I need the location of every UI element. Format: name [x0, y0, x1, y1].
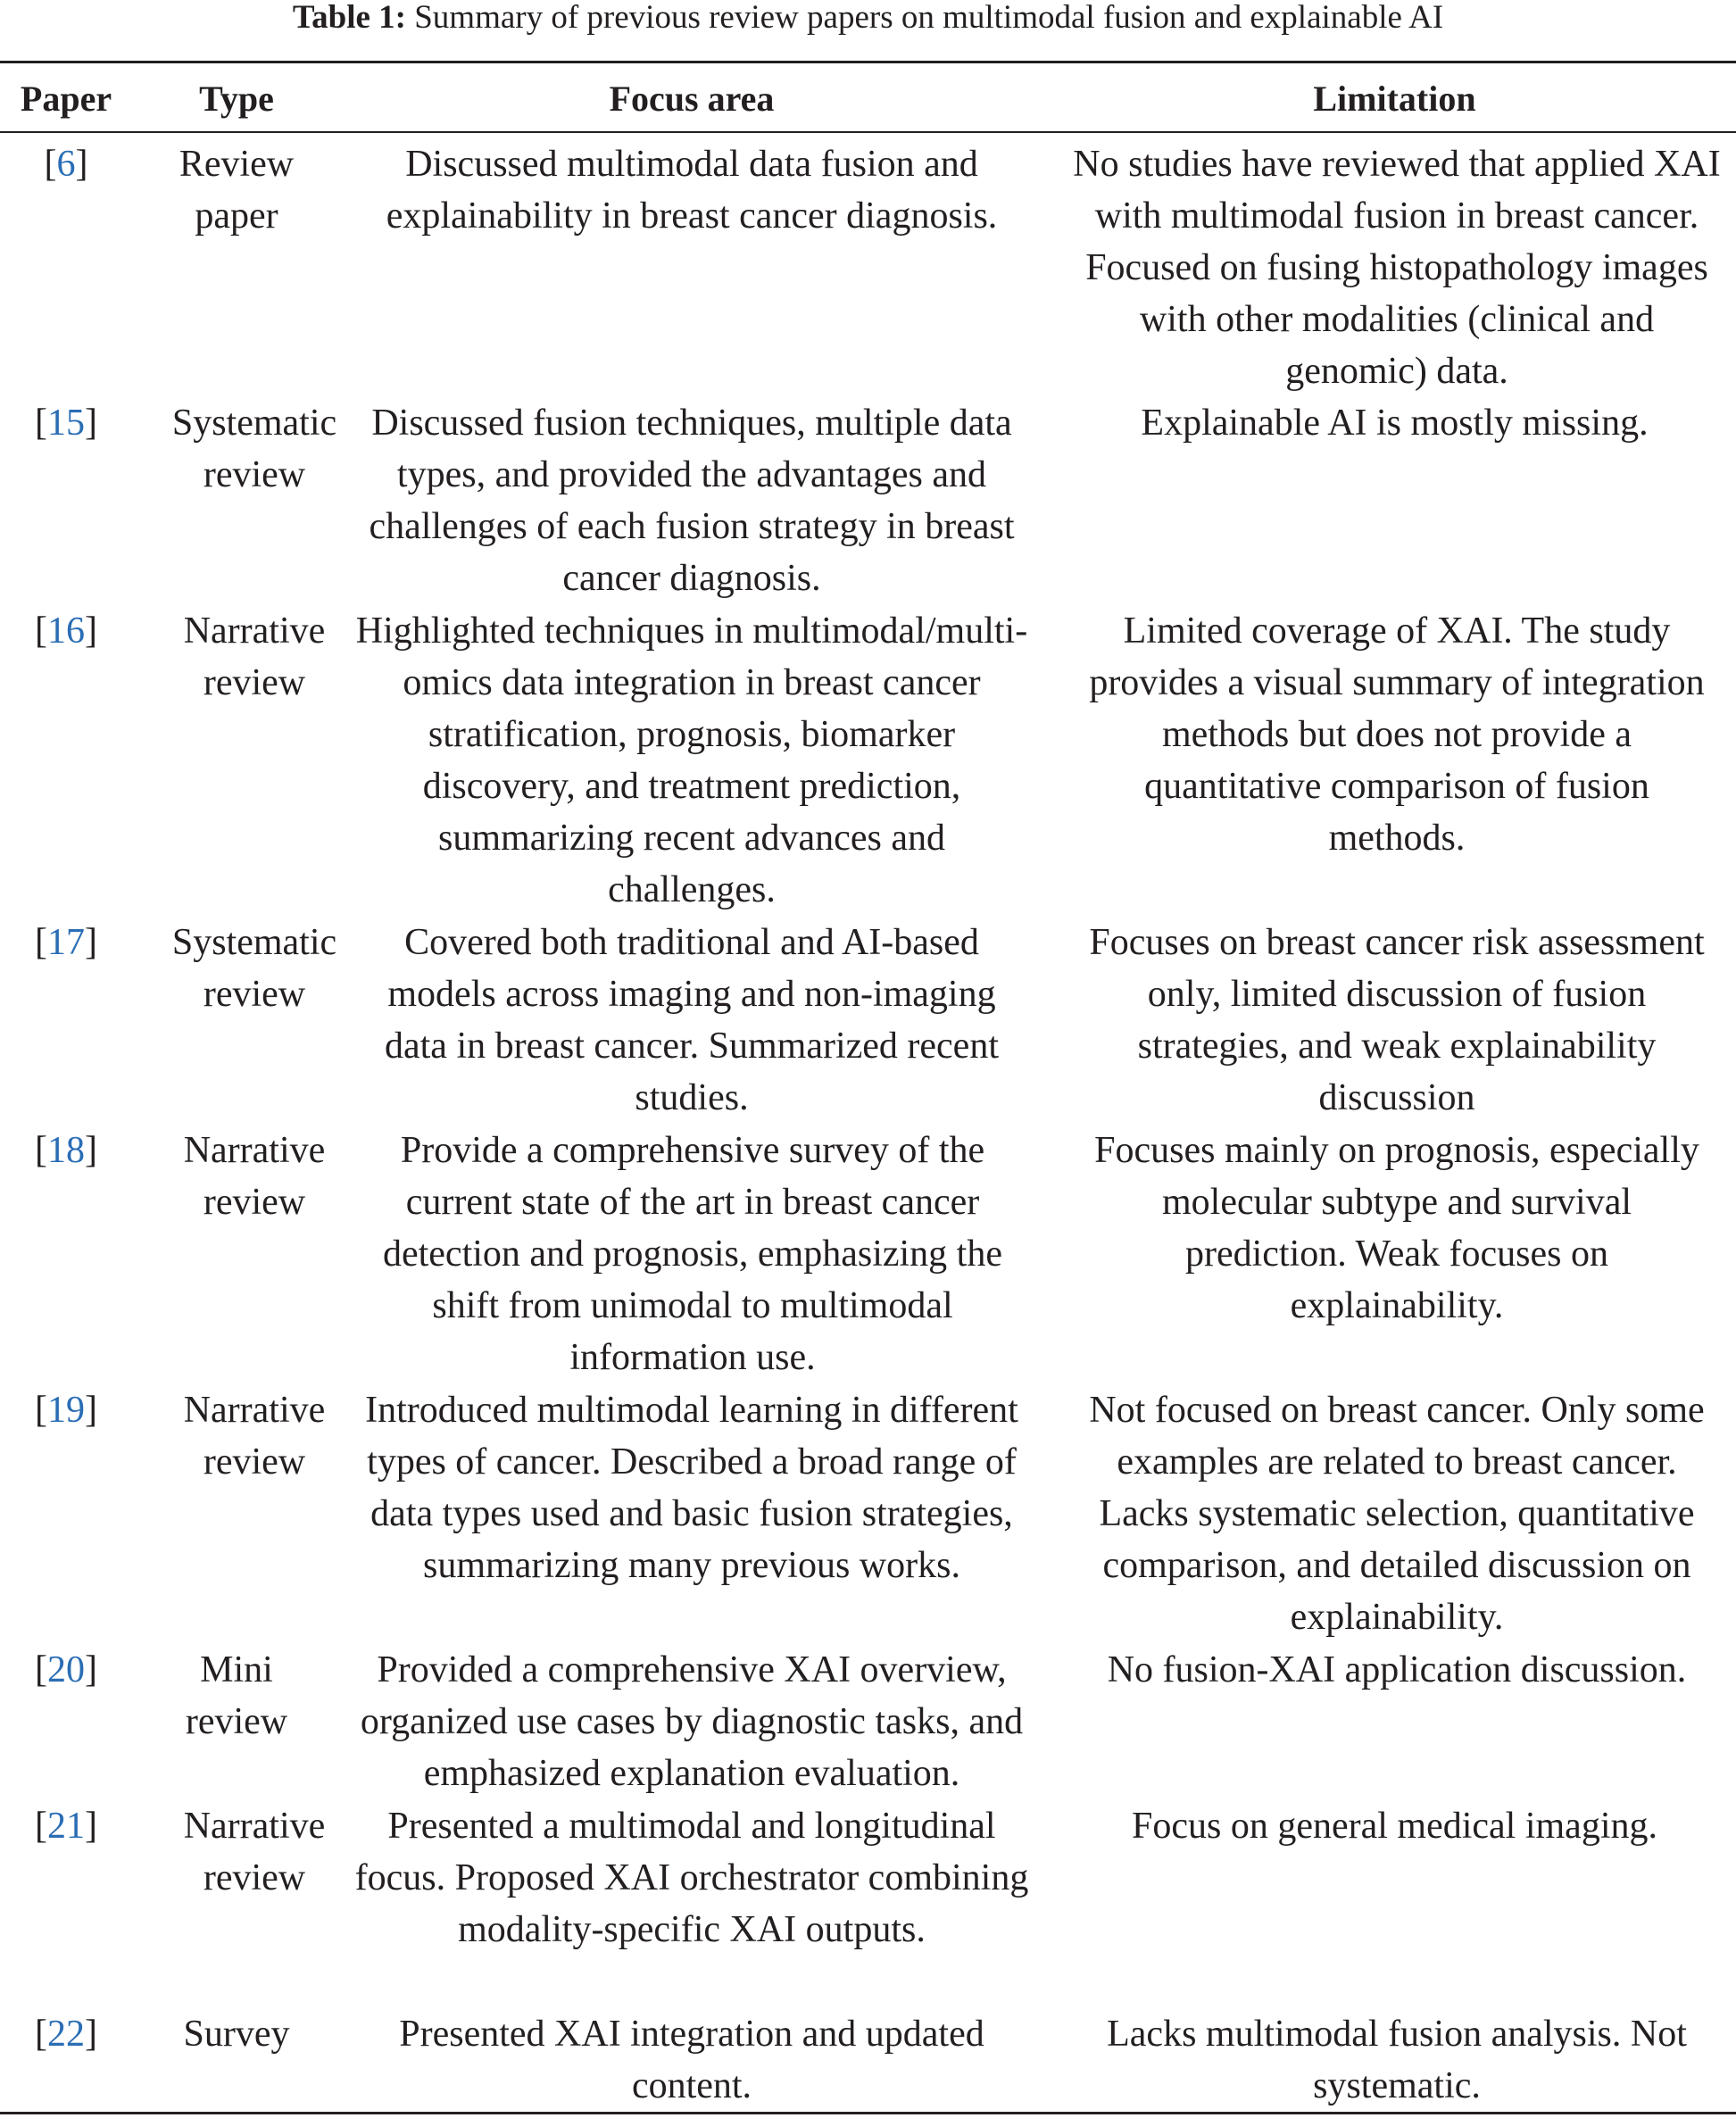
- citation-link[interactable]: 20: [47, 1649, 85, 1690]
- citation-link[interactable]: 6: [56, 144, 76, 185]
- limitation-cell: Focuses on breast cancer risk assessment only, limited discussion of fusion strategies, and weak explainability discussion: [1089, 922, 1705, 1118]
- type-cell: [156, 1125, 353, 1228]
- table-header-rule: [0, 131, 1736, 133]
- type-line: review: [203, 454, 306, 495]
- focus-cell: Highlighted techniques in multimodal/multi-omics data integration in breast cancer stratification, prognosis, biomarker discovery, and treatment prediction, summarizing recent advances and challenges.: [355, 610, 1028, 910]
- paper-ref: [19]: [35, 1390, 97, 1431]
- type-cell: [156, 917, 353, 1020]
- type-line: review: [185, 1701, 288, 1742]
- limitation-cell: No fusion-XAI application discussion.: [1107, 1649, 1687, 1690]
- header-focus-area: Focus area: [609, 79, 775, 119]
- citation-link[interactable]: 15: [47, 403, 85, 444]
- type-line: Narrative: [183, 1390, 326, 1431]
- type-line: Survey: [183, 2014, 290, 2055]
- paper-ref: [6]: [44, 144, 88, 185]
- header-paper: Paper: [20, 79, 112, 119]
- paper-ref: [15]: [35, 403, 97, 444]
- citation-link[interactable]: 19: [47, 1390, 85, 1431]
- limitation-cell: Focus on general medical imaging.: [1131, 1806, 1657, 1847]
- paper-ref: [20]: [35, 1649, 97, 1690]
- paper-ref: [16]: [35, 610, 97, 652]
- limitation-cell: Limited coverage of XAI. The study provides a visual summary of integration methods but does not provide a quantitative comparison of fusion methods.: [1089, 610, 1705, 859]
- type-line: Narrative: [183, 1806, 326, 1847]
- type-line: Mini: [200, 1649, 273, 1690]
- type-line: review: [203, 662, 306, 703]
- citation-link[interactable]: 17: [47, 922, 85, 963]
- focus-cell: Presented a multimodal and longitudinal focus. Proposed XAI orchestrator combining modality-specific XAI outputs.: [354, 1806, 1029, 1950]
- type-line: Narrative: [183, 610, 326, 652]
- table-top-rule: [0, 61, 1736, 63]
- paper-ref: [18]: [35, 1130, 97, 1171]
- focus-cell: Discussed fusion techniques, multiple data types, and provided the advantages and challenges of each fusion strategy in breast cancer diagnosis.: [369, 403, 1015, 599]
- limitation-cell: Focuses mainly on prognosis, especially molecular subtype and survival prediction. Weak focuses on explainability.: [1094, 1130, 1699, 1326]
- type-line: review: [203, 1441, 306, 1483]
- type-cell: [147, 2008, 326, 2060]
- caption-text: Summary of previous review papers on multimodal fusion and explainable AI: [405, 0, 1444, 36]
- type-line: review: [203, 1182, 306, 1223]
- type-line: Narrative: [183, 1130, 326, 1171]
- limitation-cell: Lacks multimodal fusion analysis. Not systematic.: [1107, 2014, 1687, 2106]
- paper-ref: [17]: [35, 922, 97, 963]
- header-limitation: Limitation: [1313, 79, 1476, 119]
- paper-ref: [22]: [35, 2014, 97, 2055]
- header-type: Type: [199, 79, 274, 119]
- type-cell: [147, 1644, 326, 1748]
- focus-cell: Provide a comprehensive survey of the current state of the art in breast cancer detection and prognosis, emphasizing the shift from unimodal to multimodal information use.: [382, 1130, 1002, 1378]
- paper-ref: [21]: [35, 1806, 97, 1847]
- table-bottom-rule: [0, 2112, 1736, 2114]
- focus-cell: Provided a comprehensive XAI overview, organized use cases by diagnostic tasks, and emphasized explanation evaluation.: [360, 1649, 1024, 1794]
- focus-cell: Discussed multimodal data fusion and explainability in breast cancer diagnosis.: [386, 144, 998, 237]
- citation-link[interactable]: 22: [47, 2014, 85, 2055]
- type-line: Systematic: [171, 922, 337, 963]
- focus-cell: Introduced multimodal learning in different types of cancer. Described a broad range of data types used and basic fusion strategies, summarizing many previous works.: [365, 1390, 1018, 1586]
- type-line: review: [203, 974, 306, 1015]
- type-line: paper: [195, 195, 278, 237]
- table-header-row: [0, 77, 1736, 121]
- type-cell: [156, 397, 353, 501]
- limitation-cell: Not focused on breast cancer. Only some examples are related to breast cancer. Lacks systematic selection, quantitative comparison, and detailed discussion on explainability.: [1089, 1390, 1705, 1638]
- type-cell: [156, 605, 353, 709]
- type-cell: [152, 138, 321, 242]
- type-cell: [156, 1384, 353, 1488]
- citation-link[interactable]: 16: [47, 610, 85, 652]
- table-caption: [0, 0, 1736, 36]
- type-line: Systematic: [171, 403, 337, 444]
- type-cell: [156, 1800, 353, 1904]
- limitation-cell: Explainable AI is mostly missing.: [1141, 403, 1649, 444]
- focus-cell: Covered both traditional and AI-based models across imaging and non-imaging data in breast cancer. Summarized recent studies.: [385, 922, 999, 1118]
- type-line: review: [203, 1857, 306, 1898]
- caption-label: Table 1:: [292, 0, 406, 36]
- citation-link[interactable]: 18: [47, 1130, 85, 1171]
- citation-link[interactable]: 21: [47, 1806, 85, 1847]
- type-line: Review: [179, 144, 295, 185]
- limitation-cell: No studies have reviewed that applied XAI with multimodal fusion in breast cancer. Focused on fusing histopathology images with other modalities (clinical and genomic) data.: [1073, 144, 1721, 392]
- focus-cell: Presented XAI integration and updated content.: [399, 2014, 984, 2106]
